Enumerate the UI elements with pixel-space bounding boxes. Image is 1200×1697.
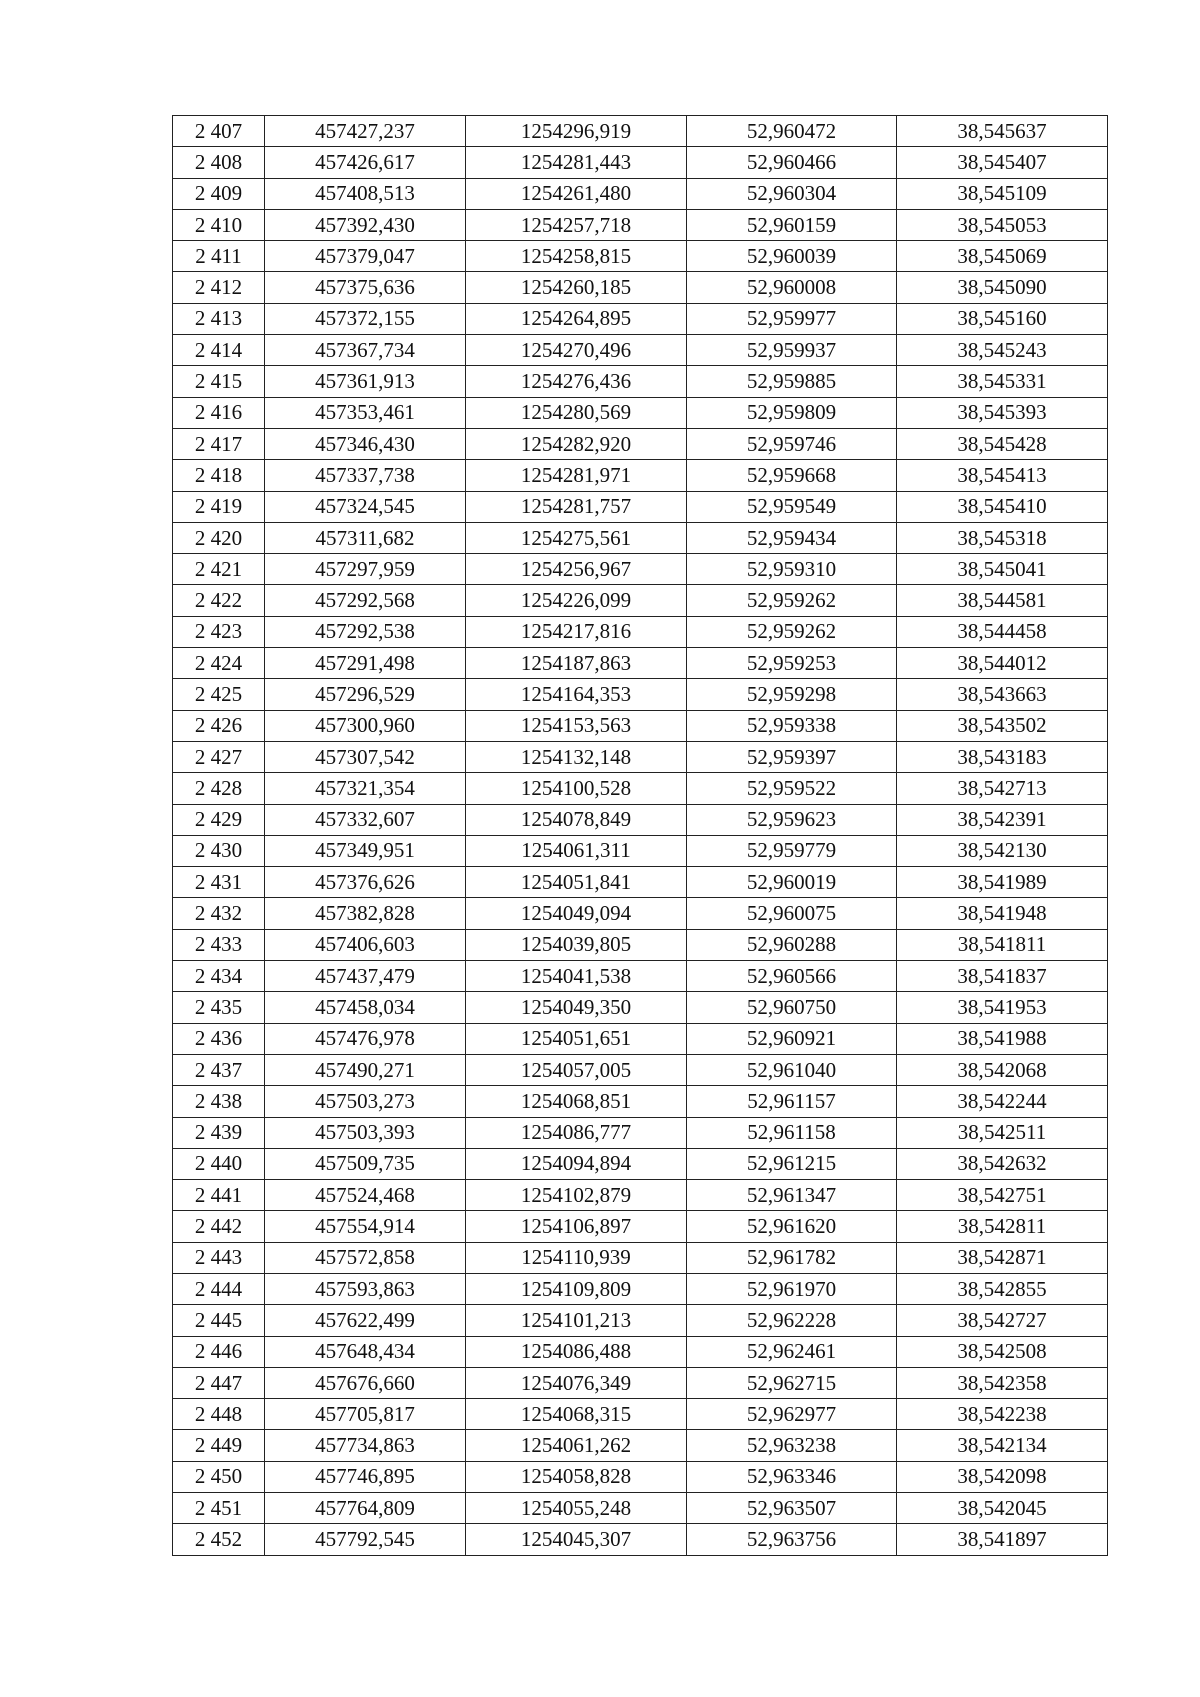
x-coordinate-cell: 457292,568 — [265, 585, 466, 616]
point-number-cell: 2 433 — [173, 929, 265, 960]
x-coordinate-cell: 457392,430 — [265, 209, 466, 240]
y-coordinate-cell: 1254296,919 — [466, 116, 687, 147]
table-row — [173, 1023, 1108, 1054]
longitude-cell: 38,541953 — [897, 992, 1108, 1023]
longitude-cell: 38,545393 — [897, 397, 1108, 428]
point-number-cell: 2 442 — [173, 1211, 265, 1242]
latitude-cell: 52,959937 — [687, 335, 897, 366]
coordinates-table — [172, 115, 1108, 1556]
y-coordinate-cell: 1254100,528 — [466, 773, 687, 804]
point-number-cell: 2 428 — [173, 773, 265, 804]
point-number-cell: 2 450 — [173, 1461, 265, 1492]
latitude-cell: 52,959262 — [687, 616, 897, 647]
point-number-cell: 2 435 — [173, 992, 265, 1023]
table-row — [173, 1336, 1108, 1367]
y-coordinate-cell: 1254132,148 — [466, 741, 687, 772]
latitude-cell: 52,960039 — [687, 241, 897, 272]
y-coordinate-cell: 1254094,894 — [466, 1148, 687, 1179]
x-coordinate-cell: 457406,603 — [265, 929, 466, 960]
latitude-cell: 52,960750 — [687, 992, 897, 1023]
table-row — [173, 1148, 1108, 1179]
point-number-cell: 2 427 — [173, 741, 265, 772]
x-coordinate-cell: 457297,959 — [265, 554, 466, 585]
longitude-cell: 38,541948 — [897, 898, 1108, 929]
y-coordinate-cell: 1254282,920 — [466, 428, 687, 459]
x-coordinate-cell: 457361,913 — [265, 366, 466, 397]
latitude-cell: 52,963756 — [687, 1524, 897, 1555]
point-number-cell: 2 410 — [173, 209, 265, 240]
latitude-cell: 52,959885 — [687, 366, 897, 397]
table-row — [173, 1242, 1108, 1273]
y-coordinate-cell: 1254280,569 — [466, 397, 687, 428]
point-number-cell: 2 425 — [173, 679, 265, 710]
y-coordinate-cell: 1254076,349 — [466, 1367, 687, 1398]
table-row — [173, 898, 1108, 929]
latitude-cell: 52,959623 — [687, 804, 897, 835]
latitude-cell: 52,959298 — [687, 679, 897, 710]
table-row — [173, 241, 1108, 272]
point-number-cell: 2 451 — [173, 1493, 265, 1524]
longitude-cell: 38,543663 — [897, 679, 1108, 710]
point-number-cell: 2 408 — [173, 147, 265, 178]
latitude-cell: 52,959809 — [687, 397, 897, 428]
table-row — [173, 1493, 1108, 1524]
longitude-cell: 38,545428 — [897, 428, 1108, 459]
table-row — [173, 491, 1108, 522]
x-coordinate-cell: 457375,636 — [265, 272, 466, 303]
x-coordinate-cell: 457353,461 — [265, 397, 466, 428]
latitude-cell: 52,961158 — [687, 1117, 897, 1148]
longitude-cell: 38,544012 — [897, 648, 1108, 679]
table-row — [173, 961, 1108, 992]
point-number-cell: 2 449 — [173, 1430, 265, 1461]
point-number-cell: 2 418 — [173, 460, 265, 491]
table-row — [173, 116, 1108, 147]
y-coordinate-cell: 1254039,805 — [466, 929, 687, 960]
table-row — [173, 272, 1108, 303]
x-coordinate-cell: 457408,513 — [265, 178, 466, 209]
y-coordinate-cell: 1254258,815 — [466, 241, 687, 272]
x-coordinate-cell: 457296,529 — [265, 679, 466, 710]
y-coordinate-cell: 1254106,897 — [466, 1211, 687, 1242]
y-coordinate-cell: 1254276,436 — [466, 366, 687, 397]
table-row — [173, 1117, 1108, 1148]
table-row — [173, 1211, 1108, 1242]
point-number-cell: 2 413 — [173, 303, 265, 334]
y-coordinate-cell: 1254264,895 — [466, 303, 687, 334]
table-row — [173, 1305, 1108, 1336]
point-number-cell: 2 432 — [173, 898, 265, 929]
point-number-cell: 2 421 — [173, 554, 265, 585]
latitude-cell: 52,961970 — [687, 1273, 897, 1304]
longitude-cell: 38,545637 — [897, 116, 1108, 147]
latitude-cell: 52,961215 — [687, 1148, 897, 1179]
latitude-cell: 52,960466 — [687, 147, 897, 178]
x-coordinate-cell: 457379,047 — [265, 241, 466, 272]
longitude-cell: 38,545069 — [897, 241, 1108, 272]
point-number-cell: 2 447 — [173, 1367, 265, 1398]
table-row — [173, 554, 1108, 585]
longitude-cell: 38,545243 — [897, 335, 1108, 366]
y-coordinate-cell: 1254057,005 — [466, 1054, 687, 1085]
point-number-cell: 2 444 — [173, 1273, 265, 1304]
x-coordinate-cell: 457622,499 — [265, 1305, 466, 1336]
y-coordinate-cell: 1254086,777 — [466, 1117, 687, 1148]
x-coordinate-cell: 457524,468 — [265, 1180, 466, 1211]
longitude-cell: 38,542391 — [897, 804, 1108, 835]
latitude-cell: 52,959549 — [687, 491, 897, 522]
latitude-cell: 52,959779 — [687, 835, 897, 866]
longitude-cell: 38,543502 — [897, 710, 1108, 741]
y-coordinate-cell: 1254109,809 — [466, 1273, 687, 1304]
longitude-cell: 38,542632 — [897, 1148, 1108, 1179]
y-coordinate-cell: 1254068,851 — [466, 1086, 687, 1117]
table-row — [173, 867, 1108, 898]
y-coordinate-cell: 1254164,353 — [466, 679, 687, 710]
y-coordinate-cell: 1254061,262 — [466, 1430, 687, 1461]
longitude-cell: 38,542713 — [897, 773, 1108, 804]
latitude-cell: 52,959977 — [687, 303, 897, 334]
longitude-cell: 38,545413 — [897, 460, 1108, 491]
x-coordinate-cell: 457311,682 — [265, 522, 466, 553]
point-number-cell: 2 441 — [173, 1180, 265, 1211]
table-row — [173, 366, 1108, 397]
table-row — [173, 648, 1108, 679]
longitude-cell: 38,545053 — [897, 209, 1108, 240]
table-row — [173, 1430, 1108, 1461]
point-number-cell: 2 414 — [173, 335, 265, 366]
y-coordinate-cell: 1254041,538 — [466, 961, 687, 992]
point-number-cell: 2 424 — [173, 648, 265, 679]
point-number-cell: 2 448 — [173, 1399, 265, 1430]
point-number-cell: 2 439 — [173, 1117, 265, 1148]
table-row — [173, 303, 1108, 334]
y-coordinate-cell: 1254055,248 — [466, 1493, 687, 1524]
x-coordinate-cell: 457746,895 — [265, 1461, 466, 1492]
y-coordinate-cell: 1254281,757 — [466, 491, 687, 522]
table-row — [173, 1054, 1108, 1085]
point-number-cell: 2 443 — [173, 1242, 265, 1273]
point-number-cell: 2 430 — [173, 835, 265, 866]
y-coordinate-cell: 1254102,879 — [466, 1180, 687, 1211]
longitude-cell: 38,542358 — [897, 1367, 1108, 1398]
x-coordinate-cell: 457346,430 — [265, 428, 466, 459]
y-coordinate-cell: 1254281,971 — [466, 460, 687, 491]
x-coordinate-cell: 457490,271 — [265, 1054, 466, 1085]
longitude-cell: 38,541989 — [897, 867, 1108, 898]
point-number-cell: 2 420 — [173, 522, 265, 553]
longitude-cell: 38,544581 — [897, 585, 1108, 616]
point-number-cell: 2 411 — [173, 241, 265, 272]
x-coordinate-cell: 457509,735 — [265, 1148, 466, 1179]
table-row — [173, 1367, 1108, 1398]
point-number-cell: 2 438 — [173, 1086, 265, 1117]
longitude-cell: 38,541811 — [897, 929, 1108, 960]
y-coordinate-cell: 1254270,496 — [466, 335, 687, 366]
longitude-cell: 38,545331 — [897, 366, 1108, 397]
latitude-cell: 52,959522 — [687, 773, 897, 804]
latitude-cell: 52,961782 — [687, 1242, 897, 1273]
x-coordinate-cell: 457332,607 — [265, 804, 466, 835]
y-coordinate-cell: 1254275,561 — [466, 522, 687, 553]
latitude-cell: 52,962228 — [687, 1305, 897, 1336]
point-number-cell: 2 452 — [173, 1524, 265, 1555]
table-row — [173, 147, 1108, 178]
y-coordinate-cell: 1254051,651 — [466, 1023, 687, 1054]
latitude-cell: 52,959668 — [687, 460, 897, 491]
table-row — [173, 1086, 1108, 1117]
point-number-cell: 2 426 — [173, 710, 265, 741]
point-number-cell: 2 422 — [173, 585, 265, 616]
point-number-cell: 2 434 — [173, 961, 265, 992]
point-number-cell: 2 416 — [173, 397, 265, 428]
longitude-cell: 38,545407 — [897, 147, 1108, 178]
y-coordinate-cell: 1254226,099 — [466, 585, 687, 616]
longitude-cell: 38,542871 — [897, 1242, 1108, 1273]
latitude-cell: 52,959746 — [687, 428, 897, 459]
point-number-cell: 2 423 — [173, 616, 265, 647]
y-coordinate-cell: 1254045,307 — [466, 1524, 687, 1555]
table-row — [173, 428, 1108, 459]
latitude-cell: 52,962977 — [687, 1399, 897, 1430]
x-coordinate-cell: 457593,863 — [265, 1273, 466, 1304]
longitude-cell: 38,542244 — [897, 1086, 1108, 1117]
table-row — [173, 335, 1108, 366]
x-coordinate-cell: 457382,828 — [265, 898, 466, 929]
table-row — [173, 835, 1108, 866]
y-coordinate-cell: 1254068,315 — [466, 1399, 687, 1430]
latitude-cell: 52,960304 — [687, 178, 897, 209]
latitude-cell: 52,961040 — [687, 1054, 897, 1085]
longitude-cell: 38,545160 — [897, 303, 1108, 334]
y-coordinate-cell: 1254257,718 — [466, 209, 687, 240]
longitude-cell: 38,545041 — [897, 554, 1108, 585]
point-number-cell: 2 412 — [173, 272, 265, 303]
table-row — [173, 804, 1108, 835]
latitude-cell: 52,960288 — [687, 929, 897, 960]
longitude-cell: 38,543183 — [897, 741, 1108, 772]
table-row — [173, 178, 1108, 209]
x-coordinate-cell: 457437,479 — [265, 961, 466, 992]
x-coordinate-cell: 457554,914 — [265, 1211, 466, 1242]
x-coordinate-cell: 457648,434 — [265, 1336, 466, 1367]
x-coordinate-cell: 457792,545 — [265, 1524, 466, 1555]
latitude-cell: 52,962461 — [687, 1336, 897, 1367]
table-row — [173, 1399, 1108, 1430]
x-coordinate-cell: 457705,817 — [265, 1399, 466, 1430]
longitude-cell: 38,545090 — [897, 272, 1108, 303]
x-coordinate-cell: 457292,538 — [265, 616, 466, 647]
table-row — [173, 585, 1108, 616]
x-coordinate-cell: 457307,542 — [265, 741, 466, 772]
y-coordinate-cell: 1254049,350 — [466, 992, 687, 1023]
y-coordinate-cell: 1254153,563 — [466, 710, 687, 741]
table-row — [173, 397, 1108, 428]
table-row — [173, 741, 1108, 772]
x-coordinate-cell: 457291,498 — [265, 648, 466, 679]
table-row — [173, 1180, 1108, 1211]
x-coordinate-cell: 457676,660 — [265, 1367, 466, 1398]
x-coordinate-cell: 457427,237 — [265, 116, 466, 147]
latitude-cell: 52,960566 — [687, 961, 897, 992]
longitude-cell: 38,544458 — [897, 616, 1108, 647]
latitude-cell: 52,959397 — [687, 741, 897, 772]
x-coordinate-cell: 457503,393 — [265, 1117, 466, 1148]
point-number-cell: 2 446 — [173, 1336, 265, 1367]
longitude-cell: 38,542751 — [897, 1180, 1108, 1211]
x-coordinate-cell: 457503,273 — [265, 1086, 466, 1117]
x-coordinate-cell: 457764,809 — [265, 1493, 466, 1524]
longitude-cell: 38,542811 — [897, 1211, 1108, 1242]
y-coordinate-cell: 1254058,828 — [466, 1461, 687, 1492]
x-coordinate-cell: 457300,960 — [265, 710, 466, 741]
point-number-cell: 2 445 — [173, 1305, 265, 1336]
longitude-cell: 38,541837 — [897, 961, 1108, 992]
point-number-cell: 2 436 — [173, 1023, 265, 1054]
y-coordinate-cell: 1254051,841 — [466, 867, 687, 898]
x-coordinate-cell: 457734,863 — [265, 1430, 466, 1461]
table-row — [173, 992, 1108, 1023]
y-coordinate-cell: 1254260,185 — [466, 272, 687, 303]
y-coordinate-cell: 1254078,849 — [466, 804, 687, 835]
longitude-cell: 38,542130 — [897, 835, 1108, 866]
longitude-cell: 38,542511 — [897, 1117, 1108, 1148]
longitude-cell: 38,542068 — [897, 1054, 1108, 1085]
y-coordinate-cell: 1254049,094 — [466, 898, 687, 929]
table-row — [173, 1524, 1108, 1555]
table-row — [173, 1461, 1108, 1492]
table-row — [173, 679, 1108, 710]
latitude-cell: 52,963238 — [687, 1430, 897, 1461]
y-coordinate-cell: 1254101,213 — [466, 1305, 687, 1336]
longitude-cell: 38,542855 — [897, 1273, 1108, 1304]
latitude-cell: 52,959338 — [687, 710, 897, 741]
y-coordinate-cell: 1254110,939 — [466, 1242, 687, 1273]
point-number-cell: 2 409 — [173, 178, 265, 209]
y-coordinate-cell: 1254256,967 — [466, 554, 687, 585]
y-coordinate-cell: 1254187,863 — [466, 648, 687, 679]
latitude-cell: 52,960921 — [687, 1023, 897, 1054]
table-row — [173, 209, 1108, 240]
y-coordinate-cell: 1254281,443 — [466, 147, 687, 178]
x-coordinate-cell: 457376,626 — [265, 867, 466, 898]
table-row — [173, 929, 1108, 960]
latitude-cell: 52,961620 — [687, 1211, 897, 1242]
point-number-cell: 2 429 — [173, 804, 265, 835]
longitude-cell: 38,542727 — [897, 1305, 1108, 1336]
latitude-cell: 52,959253 — [687, 648, 897, 679]
longitude-cell: 38,542238 — [897, 1399, 1108, 1430]
x-coordinate-cell: 457349,951 — [265, 835, 466, 866]
latitude-cell: 52,963346 — [687, 1461, 897, 1492]
longitude-cell: 38,545318 — [897, 522, 1108, 553]
latitude-cell: 52,959262 — [687, 585, 897, 616]
x-coordinate-cell: 457367,734 — [265, 335, 466, 366]
point-number-cell: 2 417 — [173, 428, 265, 459]
table-row — [173, 522, 1108, 553]
table-row — [173, 460, 1108, 491]
latitude-cell: 52,960019 — [687, 867, 897, 898]
longitude-cell: 38,541897 — [897, 1524, 1108, 1555]
latitude-cell: 52,960159 — [687, 209, 897, 240]
table-row — [173, 1273, 1108, 1304]
x-coordinate-cell: 457321,354 — [265, 773, 466, 804]
latitude-cell: 52,961347 — [687, 1180, 897, 1211]
x-coordinate-cell: 457426,617 — [265, 147, 466, 178]
point-number-cell: 2 437 — [173, 1054, 265, 1085]
point-number-cell: 2 419 — [173, 491, 265, 522]
x-coordinate-cell: 457324,545 — [265, 491, 466, 522]
point-number-cell: 2 407 — [173, 116, 265, 147]
x-coordinate-cell: 457337,738 — [265, 460, 466, 491]
longitude-cell: 38,542134 — [897, 1430, 1108, 1461]
y-coordinate-cell: 1254261,480 — [466, 178, 687, 209]
x-coordinate-cell: 457572,858 — [265, 1242, 466, 1273]
y-coordinate-cell: 1254061,311 — [466, 835, 687, 866]
x-coordinate-cell: 457372,155 — [265, 303, 466, 334]
longitude-cell: 38,542045 — [897, 1493, 1108, 1524]
x-coordinate-cell: 457458,034 — [265, 992, 466, 1023]
latitude-cell: 52,960008 — [687, 272, 897, 303]
longitude-cell: 38,542098 — [897, 1461, 1108, 1492]
point-number-cell: 2 415 — [173, 366, 265, 397]
latitude-cell: 52,963507 — [687, 1493, 897, 1524]
y-coordinate-cell: 1254217,816 — [466, 616, 687, 647]
table-row — [173, 710, 1108, 741]
longitude-cell: 38,545109 — [897, 178, 1108, 209]
x-coordinate-cell: 457476,978 — [265, 1023, 466, 1054]
longitude-cell: 38,541988 — [897, 1023, 1108, 1054]
table-row — [173, 773, 1108, 804]
latitude-cell: 52,961157 — [687, 1086, 897, 1117]
latitude-cell: 52,960472 — [687, 116, 897, 147]
latitude-cell: 52,959434 — [687, 522, 897, 553]
y-coordinate-cell: 1254086,488 — [466, 1336, 687, 1367]
longitude-cell: 38,542508 — [897, 1336, 1108, 1367]
longitude-cell: 38,545410 — [897, 491, 1108, 522]
point-number-cell: 2 431 — [173, 867, 265, 898]
coordinates-table-body — [173, 116, 1108, 1556]
table-row — [173, 616, 1108, 647]
latitude-cell: 52,959310 — [687, 554, 897, 585]
point-number-cell: 2 440 — [173, 1148, 265, 1179]
latitude-cell: 52,962715 — [687, 1367, 897, 1398]
latitude-cell: 52,960075 — [687, 898, 897, 929]
